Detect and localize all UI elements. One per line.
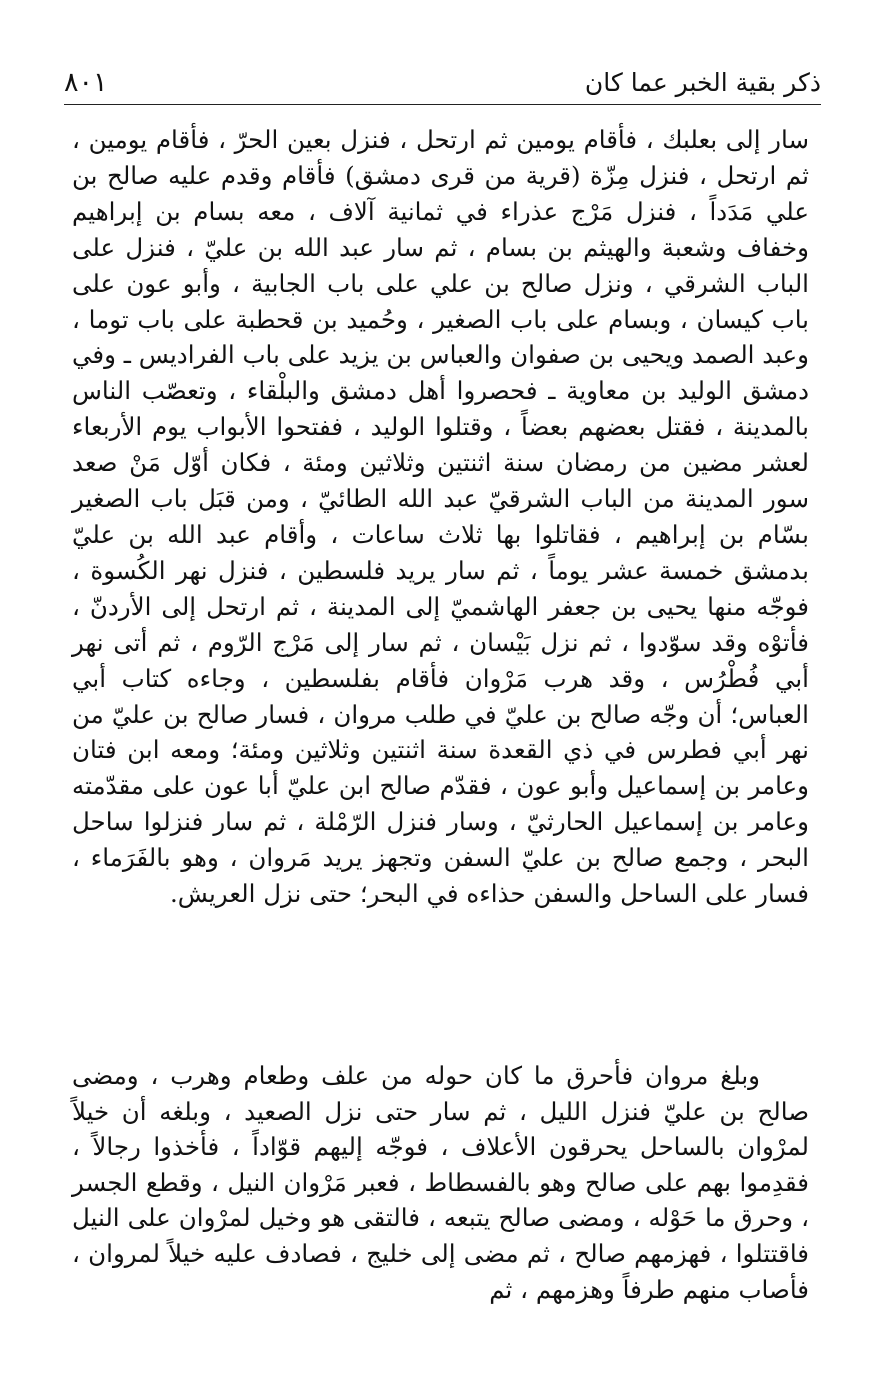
running-title: ذكر بقية الخبر عما كان — [584, 68, 821, 97]
page-number: ٨٠١ — [64, 67, 108, 98]
body-section-2 — [72, 1058, 809, 1307]
header-divider — [64, 104, 821, 105]
paragraph-2: وبلغ مروان فأحرق ما كان حوله من علف وطعام وهرب ، ومضى صالح بن عليّ فنزل الليل ، ثم سار حتى نزل الصعيد ، وبلغه أن خيلاً لمرْوان بالساحل يحرقون الأعلاف ، فوجّه إليهم قوّاداً ، فأخذوا رجالاً ، فقدِموا بهم على صالح وهو بالفسطاط ، فعبر مَرْوان النيل ، وقطع الجسر ، وحرق ما حَوْله ، ومضى صالح يتبعه ، فالتقى هو وخيل لمرْوان على النيل فاقتتلوا ، فهزمهم صالح ، ثم مضى إلى خليج ، فصادف عليه خيلاً لمروان ، فأصاب منهم طرفاً وهزمهم ، ثم — [72, 1061, 809, 1304]
page-header — [64, 62, 821, 102]
paragraph-1: سار إلى بعلبك ، فأقام يومين ثم ارتحل ، فنزل بعين الحرّ ، فأقام يومين ، ثم ارتحل ، فنزل مِزّة (قرية من قرى دمشق) فأقام وقدم عليه صالح بن علي مَدَداً ، فنزل مَرْج عذراء في ثمانية آلاف ، معه بسام بن إبراهيم وخفاف وشعبة والهيثم بن بسام ، ثم سار عبد الله بن عليّ ، فنزل على الباب الشرقي ، ونزل صالح بن علي على باب الجابية ، وأبو عون على باب كيسان ، وبسام على باب الصغير ، وحُميد بن قحطبة على باب توما ، وعبد الصمد ويحيى بن صفوان والعباس بن يزيد على باب الفراديس ـ وفي دمشق الوليد بن معاوية ـ فحصروا أهل دمشق والبلْقاء ، وتعصّب الناس بالمدينة ، فقتل بعضهم بعضاً ، وقتلوا الوليد ، ففتحوا الأبواب يوم الأربعاء لعشر مضين من رمضان سنة اثنتين وثلاثين ومئة ، فكان أوّل مَنْ صعد سور المدينة من الباب الشرقيّ عبد الله الطائيّ ، ومن قبَل باب الصغير بسّام بن إبراهيم ، فقاتلوا بها ثلاث ساعات ، وأقام عبد الله بن عليّ بدمشق خمسة عشر يوماً ، ثم سار يريد فلسطين ، فنزل نهر الكُسوة ، فوجّه منها يحيى بن جعفر الهاشميّ إلى المدينة ، ثم ارتحل إلى الأردنّ ، فأتوْه وقد سوّدوا ، ثم نزل بَيْسان ، ثم سار إلى مَرْج الرّوم ، ثم أتى نهر أبي فُطْرُس ، وقد هرب مَرْوان فأقام بفلسطين ، وجاءه كتاب أبي العباس؛ أن وجّه صالح بن عليّ في طلب مروان ، فسار صالح بن عليّ من نهر أبي فطرس في ذي القعدة سنة اثنتين وثلاثين ومئة؛ ومعه ابن فتان وعامر بن إسماعيل وأبو عون ، فقدّم صالح ابن عليّ أبا عون على مقدّمته وعامر بن إسماعيل الحارثيّ ، وسار فنزل الرّمْلة ، ثم سار فنزلوا ساحل البحر ، وجمع صالح بن عليّ السفن وتجهز يريد مَروان ، وهو بالفَرَماء ، فسار على الساحل والسفن حذاءه في البحر؛ حتى نزل العريش. — [72, 125, 809, 909]
body-section-1 — [72, 122, 809, 912]
